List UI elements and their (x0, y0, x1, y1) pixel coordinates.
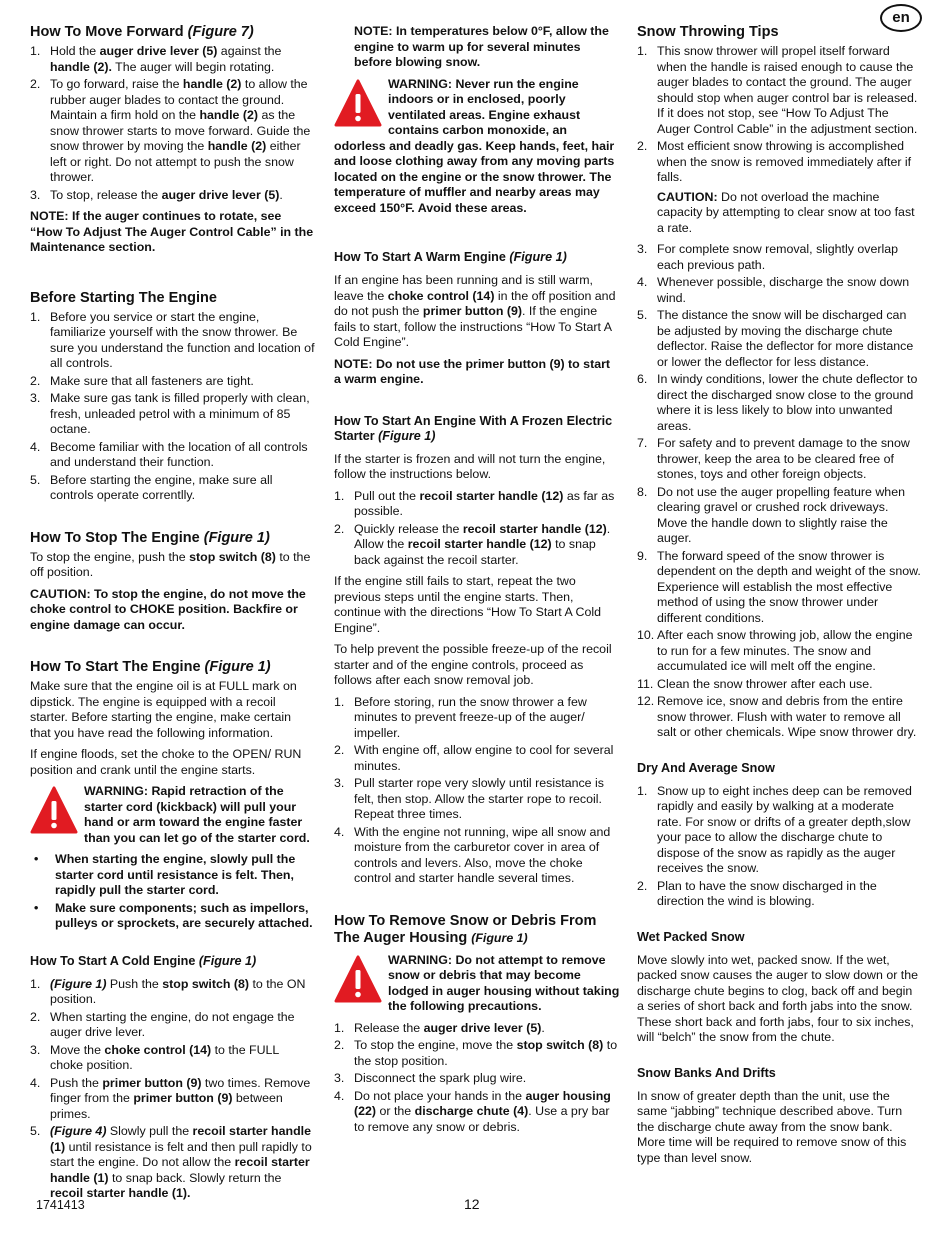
list-item: 2. To go forward, raise the handle (2) to allow the rubber auger blades to contact the ground. Maintain a firm hold on the handle (2) as the snow thrower starts to move forward. Guide the snow thrower by moving the handle (2) either left or right. Do not attempt to push the snow thrower. (30, 77, 311, 184)
list-item: 9. The forward speed of the snow thrower is dependent on the depth and weight of the snow. Experience will establish the most effective method of using the snow thrower under different conditions. (637, 548, 921, 625)
caution: CAUTION: Do not overload the machine capacity by attempting to clear snow at too fast a rate. (657, 189, 915, 235)
list-item: 4. Do not place your hands in the auger housing (22) or the discharge chute (4). Use a pry bar to remove any snow or debris. (334, 1088, 611, 1134)
list-item: 5. (Figure 4) Slowly pull the recoil starter handle (1) until resistance is felt and then pull rapidly to start the engine. Do not allow the recoil starter handle (1) to snap back. Slowly return the recoil starter handle (1). (30, 1124, 312, 1200)
list-item: 1. Pull out the recoil starter handle (12) as far as possible. (334, 488, 615, 518)
list-item: 3. Make sure gas tank is filled properly with clean, fresh, unleaded petrol with a minimum of 85 octane. (30, 391, 310, 436)
column-3 (637, 24, 922, 1172)
warning-block: WARNING: Do not attempt to remove snow or debris that may become lodged in auger housing without taking the following precautions. (334, 953, 620, 1015)
snow-throwing-tips-list (637, 44, 922, 741)
list-item: 1. Snow up to eight inches deep can be removed rapidly and easily by walking at a moderate rate. For snow or drifts of a greater depth,slow your pace to allow the discharge chute to dispose of the snow as rapidly as the auger receives the snow. (637, 783, 912, 875)
list-item: 12. Remove ice, snow and debris from the entire snow thrower. Flush with water to remove all salt or other chemicals. Wipe snow thrower dry. (637, 694, 917, 739)
note: NOTE: In temperatures below 0°F, allow the engine to warm up for several minutes before blowing snow. (354, 24, 609, 69)
note: NOTE: Do not use the primer button (9) to start a warm engine. (334, 356, 611, 386)
remove-snow-list (334, 1021, 620, 1136)
list-item: 2. When starting the engine, do not engage the auger drive lever. (30, 1009, 295, 1039)
list-item: • When starting the engine, slowly pull the starter cord until resistance is felt. Then, rapidly pull the starter cord. (30, 852, 315, 899)
list-item: 3. Disconnect the spark plug wire. (334, 1071, 527, 1085)
warning-triangle-icon (334, 955, 382, 1005)
warning-block: WARNING: Never run the engine indoors or in enclosed, poorly ventilated areas. Engine exhaust contains carbon monoxide, an odorless and deadly gas. Keep hands, feet, hair and loose clothing away from any moving parts located on the engine or the snow thrower. The temperature of muffler and nearby areas may exceed 150°F. Avoid these areas. (334, 76, 615, 215)
list-item: 4. Push the primer button (9) two times. Remove finger from the primer button (9) between primes. (30, 1075, 311, 1121)
freeze-prevention-list (334, 695, 620, 887)
list-item: 10. After each snow throwing job, allow the engine to run for a few minutes. The snow and accumulated ice will melt off the engine. (637, 628, 913, 673)
before-starting-list (30, 310, 315, 504)
list-item: 1. Before storing, run the snow thrower a few minutes to prevent freeze-up of the auger/ impeller. (334, 694, 587, 740)
list-item: 3. Pull starter rope very slowly until resistance is felt, then stop. Allow the starter rope to recoil. Repeat three times. (334, 776, 604, 821)
paragraph: Move slowly into wet, packed snow. If the wet, packed snow causes the auger to slow down or the discharge chute begins to clog, back off and begin a series of short back and forth jabs into the snow. These short back and forth jabs, four to six inches, will “belch” the snow from the chute. (637, 952, 919, 1044)
list-item: 4. Become familiar with the location of all controls and understand their function. (30, 439, 308, 469)
paragraph: Make sure that the engine oil is at FULL mark on dipstick. The engine is equipped with a recoil starter. Before starting the engine, make certain that you have read the following information. (30, 679, 297, 740)
paragraph: If an engine has been running and is still warm, leave the choke control (14) in the off position and do not push the primer button (9). If the engine fails to start, follow the instructions “How To Start A Cold Engine”. (334, 273, 616, 349)
page-number: 12 (464, 1196, 480, 1212)
list-item: 1. Release the auger drive lever (5). (334, 1020, 545, 1035)
list-item: 3. To stop, release the auger drive lever (5). (30, 187, 283, 202)
section-title-dry-snow: Dry And Average Snow (637, 760, 775, 775)
list-item: 1. Before you service or start the engine, familiarize yourself with the snow thrower. Be sure you understand the function and location of all controls. (30, 309, 315, 370)
warning-triangle-icon (30, 786, 78, 836)
section-title-before-starting: Before Starting The Engine (30, 289, 217, 306)
list-item: 3. Move the choke control (14) to the FULL choke position. (30, 1042, 279, 1072)
move-forward-list (30, 44, 315, 203)
section-title-stop-engine: How To Stop The Engine (Figure 1) (30, 529, 270, 546)
paragraph: To help prevent the possible freeze-up of the recoil starter and of the engine controls, proceed as follows after each snow removal job. (334, 642, 612, 687)
list-item: 1. Hold the auger drive lever (5) against the handle (2). The auger will begin rotating. (30, 44, 282, 74)
paragraph: If the starter is frozen and will not turn the engine, follow the instructions below. (334, 451, 606, 481)
section-title-start-engine: How To Start The Engine (Figure 1) (30, 659, 271, 675)
list-item: 4. Whenever possible, discharge the snow down wind. (637, 275, 910, 305)
column-2 (334, 24, 620, 1141)
note: NOTE: If the auger continues to rotate, see “How To Adjust The Auger Control Cable” in the Maintenance section. (30, 209, 314, 254)
list-item: 7. For safety and to prevent damage to the snow thrower, keep the area to be cleared free of stones, toys and other foreign objects. (637, 436, 910, 481)
paragraph: To stop the engine, push the stop switch (8) to the off position. (30, 549, 311, 579)
list-item: 1. This snow thrower will propel itself forward when the handle is raised enough to cause the auger blades to contact the ground. The auger should stop when auger control bar is released. If it does not stop, see “How To Adjust The Auger Control Cable” in the adjustment section. (637, 44, 918, 136)
section-title-cold-engine: How To Start A Cold Engine (Figure 1) (30, 953, 257, 968)
section-title-snow-banks: Snow Banks And Drifts (637, 1065, 776, 1080)
section-title-snow-throwing-tips: Snow Throwing Tips (637, 24, 779, 40)
list-item: • Make sure components; such as impellors, pulleys or sprockets, are securely attached. (30, 901, 315, 932)
section-title-frozen-starter: How To Start An Engine With A Frozen Electric Starter (Figure 1) (334, 413, 613, 443)
warning-triangle-icon (334, 79, 382, 129)
list-item: 2. With engine off, allow engine to cool for several minutes. (334, 743, 614, 773)
list-item: 1. (Figure 1) Push the stop switch (8) to the ON position. (30, 976, 306, 1006)
paragraph: If engine floods, set the choke to the OPEN/ RUN position and crank until the engine starts. (30, 747, 302, 777)
section-title-move-forward: How To Move Forward (Figure 7) (30, 24, 254, 40)
dry-snow-list (637, 784, 922, 910)
list-item: 8. Do not use the auger propelling feature when clearing gravel or crushed rock driveways. Move the handle down to slightly raise the auger. (637, 484, 905, 545)
list-item: 2. To stop the engine, move the stop switch (8) to the stop position. (334, 1038, 618, 1068)
section-title-warm-engine: How To Start A Warm Engine (Figure 1) (334, 250, 567, 264)
document-code: 1741413 (36, 1198, 85, 1212)
list-item: 2. Make sure that all fasteners are tight. (30, 373, 254, 388)
section-title-wet-snow: Wet Packed Snow (637, 929, 745, 944)
bullet-list (30, 852, 315, 932)
list-item: 3. For complete snow removal, slightly overlap each previous path. (637, 242, 899, 272)
paragraph: In snow of greater depth than the unit, use the same “jabbing” technique described above. Turn the discharge chute away from the snow bank. More time will be required to remove snow of this type than level snow. (637, 1088, 907, 1165)
paragraph: If the engine still fails to start, repeat the two previous steps until the engine starts. Then, continue with the directions “How To Start A Cold Engine”. (334, 574, 601, 635)
caution: CAUTION: To stop the engine, do not move the choke control to CHOKE position. Backfire or engine damage can occur. (30, 586, 306, 632)
section-title-remove-snow: How To Remove Snow or Debris From The Auger Housing (Figure 1) (334, 912, 597, 946)
frozen-starter-list (334, 489, 620, 569)
list-item: 5. Before starting the engine, make sure all controls operate correntlly. (30, 472, 273, 502)
list-item: 2. Most efficient snow throwing is accomplished when the snow is removed immediately after if falls. CAUTION: Do not overload the machine capacity by attempting to clear snow at too fast a rate. (637, 139, 922, 236)
list-item: 2. Quickly release the recoil starter handle (12). Allow the recoil starter handle (12) to snap back against the recoil starter. (334, 521, 611, 567)
list-item: 11. Clean the snow thrower after each use. (637, 676, 873, 691)
list-item: 4. With the engine not running, wipe all snow and moisture from the carburetor cover in area of controls and levers. Also, move the choke control and starter handle several times. (334, 824, 611, 885)
column-1 (30, 24, 315, 1208)
list-item: 2. Plan to have the snow discharged in the direction the wind is blowing. (637, 878, 877, 908)
warning-block: WARNING: Rapid retraction of the starter cord (kickback) will pull your hand or arm toward the engine faster than you can let go of the starter cord. (30, 784, 315, 846)
list-item: 5. The distance the snow will be discharged can be adjusted by moving the discharge chute deflector. Raise the deflector for more distance or lower the deflector for less distance. (637, 308, 914, 369)
list-item: 6. In windy conditions, lower the chute deflector to direct the discharged snow close to the ground where it is less likely to blow into unwanted areas. (637, 372, 918, 433)
language-badge: en (880, 4, 922, 32)
cold-engine-list (30, 977, 315, 1202)
